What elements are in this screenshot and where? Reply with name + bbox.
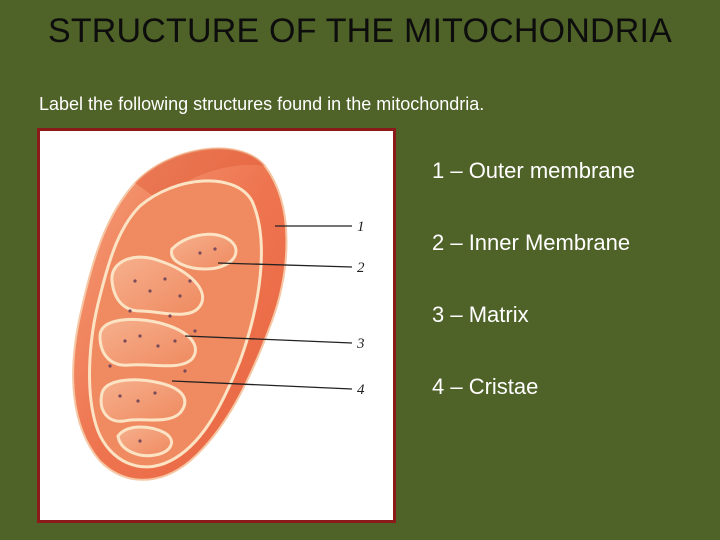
legend-item-cristae: 4 – Cristae [432,374,539,399]
instruction-text: Label the following structures found in the mitochondria. [39,94,485,114]
callout-number-1: 1 [357,219,365,235]
callout-number-4: 4 [357,382,365,398]
legend-item-inner-membrane: 2 – Inner Membrane [432,230,631,255]
legend-item-outer-membrane: 1 – Outer membrane [432,158,635,183]
mitochondria-illustration [40,131,393,520]
mitochondria-diagram [37,128,396,523]
legend-item-matrix: 3 – Matrix [432,302,529,327]
callout-number-3: 3 [357,336,365,352]
callout-number-2: 2 [357,260,365,276]
slide-title: STRUCTURE OF THE MITOCHONDRIA [47,12,673,50]
